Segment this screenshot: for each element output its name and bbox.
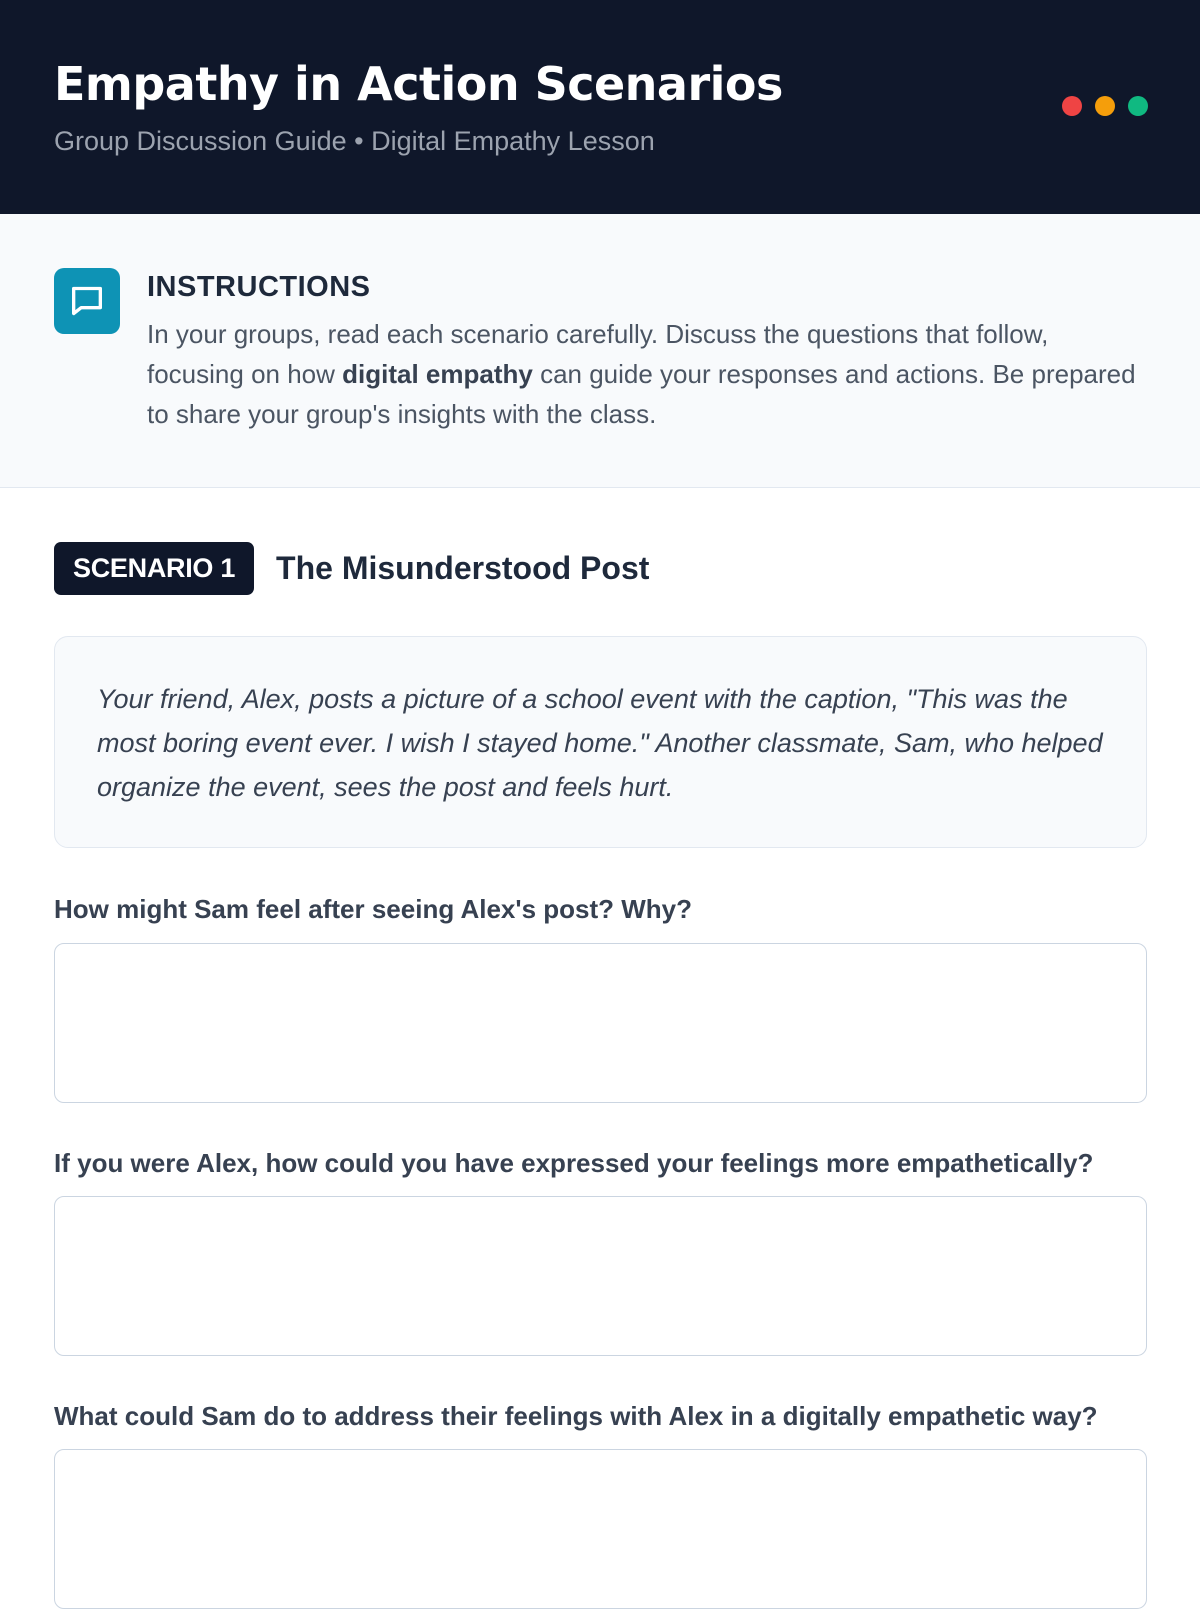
page-header xyxy=(0,0,1200,214)
green-dot-icon xyxy=(1128,96,1148,116)
instructions-heading: INSTRUCTIONS xyxy=(147,271,371,303)
question-1-label: How might Sam feel after seeing Alex's post? Why? xyxy=(54,894,693,924)
instructions-text: In your groups, read each scenario carefully. Discuss the questions that follow, focusing on how digital empathy can guide your responses and actions. Be prepared to share your group's insights with the class. xyxy=(147,319,1136,429)
scenario-title: The Misunderstood Post xyxy=(276,550,650,586)
page-title: Empathy in Action Scenarios xyxy=(54,57,783,111)
page-subtitle: Group Discussion Guide • Digital Empathy Lesson xyxy=(54,126,655,156)
red-dot-icon xyxy=(1062,96,1082,116)
scenario-badge: SCENARIO 1 xyxy=(54,542,254,595)
scenario-story: Your friend, Alex, posts a picture of a school event with the caption, "This was the most boring event ever. I wish I stayed home." Another classmate, Sam, who helped organize the event, sees the post and feels hurt. xyxy=(54,636,1147,848)
instructions-bold-term: digital empathy xyxy=(342,359,533,389)
window-dots xyxy=(1062,96,1148,116)
question-2-label: If you were Alex, how could you have expressed your feelings more empathetically? xyxy=(54,1148,1094,1178)
question-3-answer[interactable] xyxy=(54,1449,1147,1609)
question-2-answer[interactable] xyxy=(54,1196,1147,1356)
scenario-heading xyxy=(54,542,649,595)
question-3-label: What could Sam do to address their feelings with Alex in a digitally empathetic way? xyxy=(54,1401,1098,1431)
yellow-dot-icon xyxy=(1095,96,1115,116)
question-1-answer[interactable] xyxy=(54,943,1147,1103)
instructions-panel xyxy=(0,214,1200,488)
chat-bubble-icon xyxy=(54,268,120,334)
